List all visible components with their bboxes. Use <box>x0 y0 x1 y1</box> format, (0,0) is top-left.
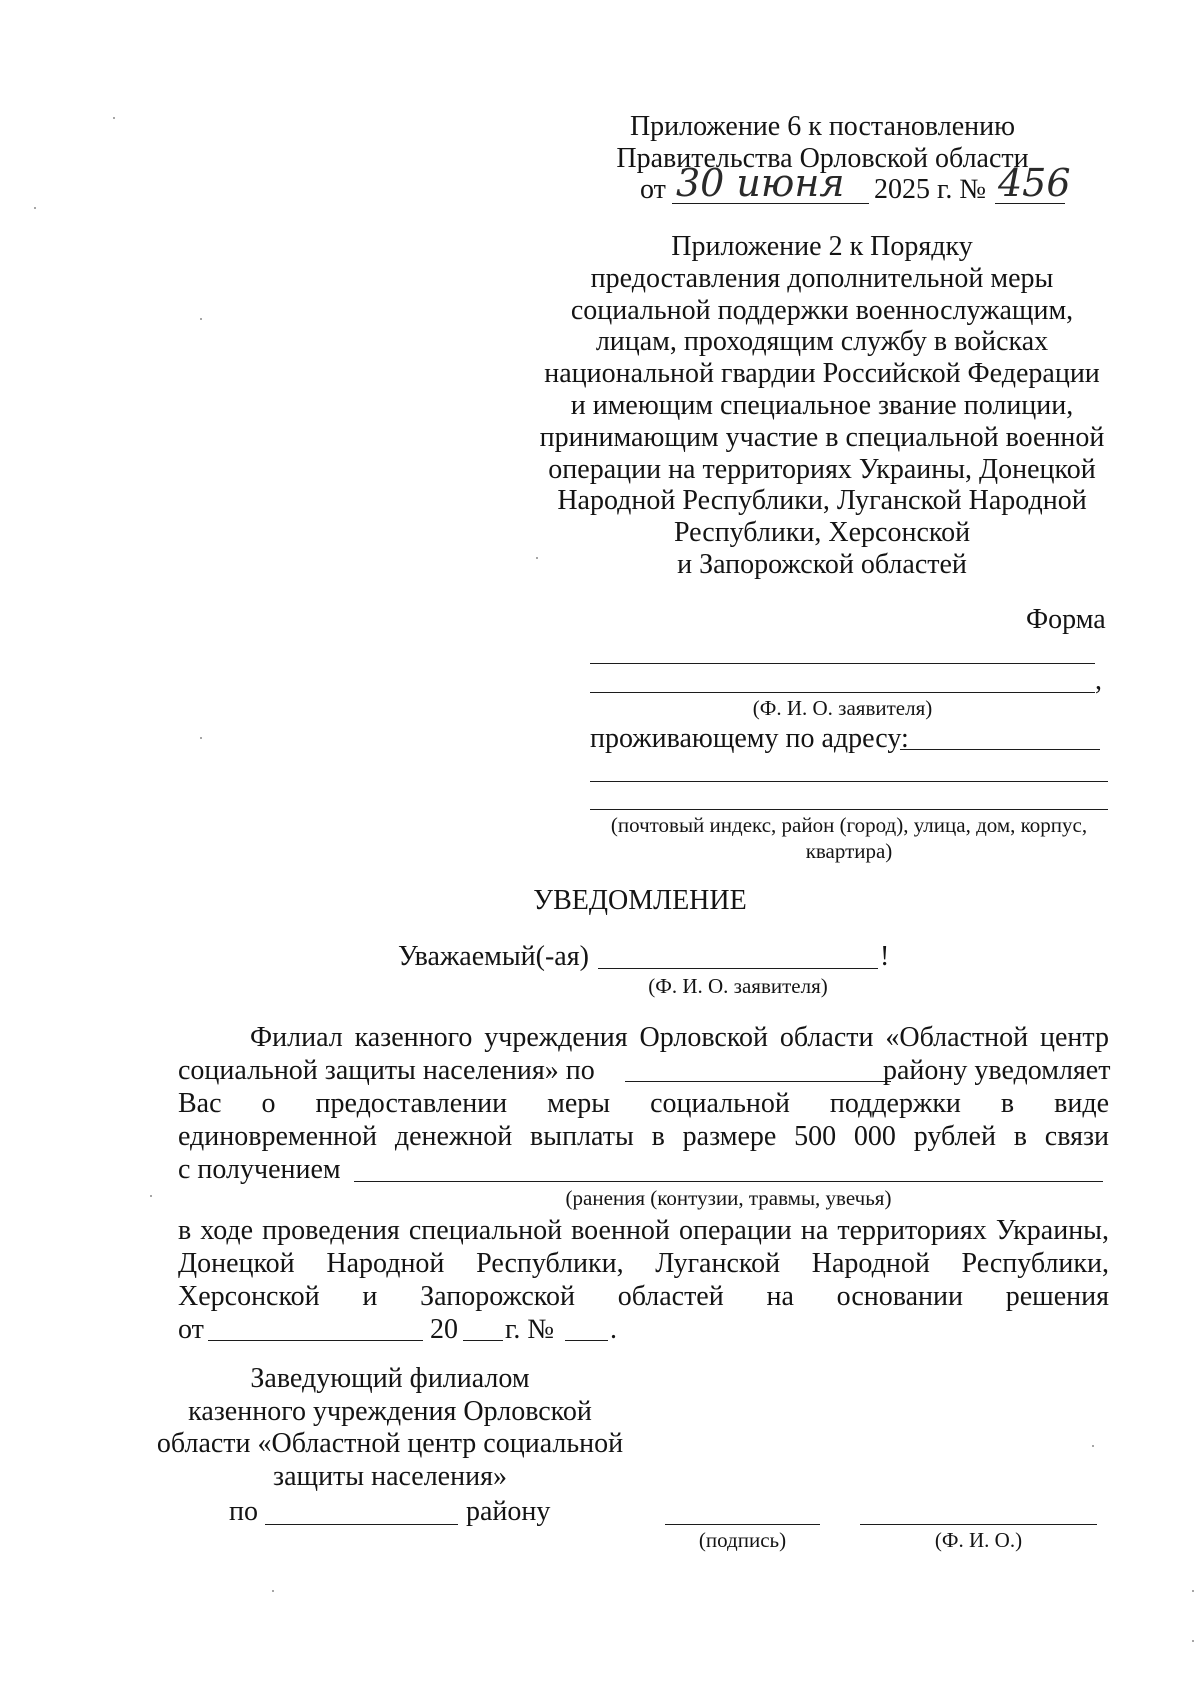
address-blank-line <box>590 781 1108 782</box>
heading-line: и имеющим специальное звание полиции, <box>570 389 1074 421</box>
year-and-number-label: 2025 г. № <box>874 174 987 205</box>
body-line-2 <box>178 1054 1109 1088</box>
heading-line: предоставления дополнительной меры <box>590 262 1054 294</box>
signature-hint: (подпись) <box>698 1528 787 1552</box>
greeting-exclamation: ! <box>880 941 890 972</box>
heading-line: Народной Республики, Луганской Народной <box>557 485 1087 517</box>
address-label: проживающему по адресу: <box>590 723 909 754</box>
decision-year-prefix: 20 <box>430 1314 458 1345</box>
signature-district-blank-line <box>265 1524 458 1525</box>
position-line: казенного учреждения Орловской <box>188 1395 592 1427</box>
scan-speck <box>1092 1445 1094 1447</box>
heading-line: принимающим участие в специальной военной <box>539 421 1105 453</box>
name-comma: , <box>1095 665 1102 696</box>
body-line-6 <box>178 1214 1109 1248</box>
body-text: Вас о предоставлении меры социальной поддержки в виде <box>178 1088 1109 1119</box>
heading-line: Приложение 2 к Порядку <box>671 231 973 262</box>
address-hint: (почтовый индекс, район (город), улица, дом, корпус, <box>610 813 1088 837</box>
form-label: Форма <box>1026 604 1106 635</box>
decision-number-blank-line <box>565 1340 608 1341</box>
body-line-8 <box>178 1280 1109 1314</box>
position-line: области «Областной центр социальной <box>156 1428 624 1459</box>
heading-line: национальной гвардии Российской Федерации <box>544 358 1100 390</box>
body-text: единовременной денежной выплаты в размере 500 000 рублей в связи <box>178 1121 1109 1152</box>
procedure-heading <box>537 231 1107 581</box>
appendix-line: Приложение 6 к постановлению <box>629 111 1016 142</box>
handwritten-date: 30 июня <box>676 161 845 205</box>
greeting-hint: (Ф. И. О. заявителя) <box>648 974 828 998</box>
government-line: Правительства Орловской области <box>616 143 1029 174</box>
body-line-2-start <box>178 1054 595 1088</box>
decision-from-label: от <box>178 1314 204 1345</box>
body-text: Донецкой Народной Республики, Луганской Народной Республики, <box>178 1248 1109 1279</box>
address-hint: квартира) <box>805 839 893 863</box>
signature-blank-line <box>665 1524 820 1525</box>
body-text: в ходе проведения специальной военной операции на территориях Украины, <box>178 1215 1109 1246</box>
heading-line: Республики, Херсонской <box>673 517 971 549</box>
fio-hint: (Ф. И. О.) <box>934 1528 1023 1552</box>
injury-blank-line <box>354 1181 1103 1182</box>
name-hint: (Ф. И. О. заявителя) <box>752 696 933 720</box>
decision-date-blank-line <box>208 1340 423 1341</box>
body-line-1 <box>250 1021 1109 1055</box>
salutation: Уважаемый(-ая) <box>398 941 589 972</box>
body-text: Херсонской и Запорожской областей на основании решения <box>178 1281 1109 1312</box>
position-line: Заведующий филиалом <box>250 1363 530 1394</box>
body-line-9 <box>178 1313 1109 1347</box>
scan-speck <box>1192 1590 1194 1592</box>
body-line-7 <box>178 1247 1109 1281</box>
scan-speck <box>200 737 202 739</box>
date-prefix: от <box>640 174 666 205</box>
name-blank-line <box>590 692 1095 693</box>
heading-line: социальной поддержки военнослужащим, <box>570 294 1074 326</box>
address-blank-line <box>900 749 1100 750</box>
body-text: социальной защиты населения» по <box>178 1055 595 1086</box>
body-line-4 <box>178 1120 1109 1154</box>
position-line: защиты населения» <box>273 1460 507 1492</box>
scan-speck <box>150 1195 152 1197</box>
heading-line: и Запорожской областей <box>677 548 967 580</box>
decision-period: . <box>610 1314 617 1345</box>
body-line-2-end: району уведомляет <box>883 1055 1111 1086</box>
fio-blank-line <box>860 1524 1097 1525</box>
heading-line: операции на территориях Украины, Донецкой <box>548 453 1096 485</box>
body-line-3 <box>178 1087 1109 1121</box>
signature-district-suffix: району <box>466 1496 551 1527</box>
body-line-5-start: с получением <box>178 1154 341 1185</box>
signature-district-prefix: по <box>229 1496 258 1527</box>
greeting-blank-line <box>598 968 878 969</box>
district-blank-line <box>625 1081 891 1082</box>
scan-speck <box>113 117 115 119</box>
body-text: Филиал казенного учреждения Орловской области «Областной центр <box>250 1022 1109 1053</box>
scan-speck <box>1192 1640 1194 1642</box>
head-position <box>155 1363 625 1493</box>
scan-speck <box>536 557 538 559</box>
decision-year-blank-line <box>463 1340 503 1341</box>
decision-number-label: г. № <box>505 1314 555 1345</box>
injury-hint: (ранения (контузии, травмы, увечья) <box>565 1186 892 1210</box>
heading-line: лицам, проходящим службу в войсках <box>595 326 1049 358</box>
scan-speck <box>34 207 36 209</box>
handwritten-number: 456 <box>998 161 1071 205</box>
scan-speck <box>272 1590 274 1592</box>
name-blank-line <box>590 663 1095 664</box>
document-title: УВЕДОМЛЕНИЕ <box>533 885 747 916</box>
address-blank-line <box>590 809 1108 810</box>
scan-speck <box>200 318 202 320</box>
